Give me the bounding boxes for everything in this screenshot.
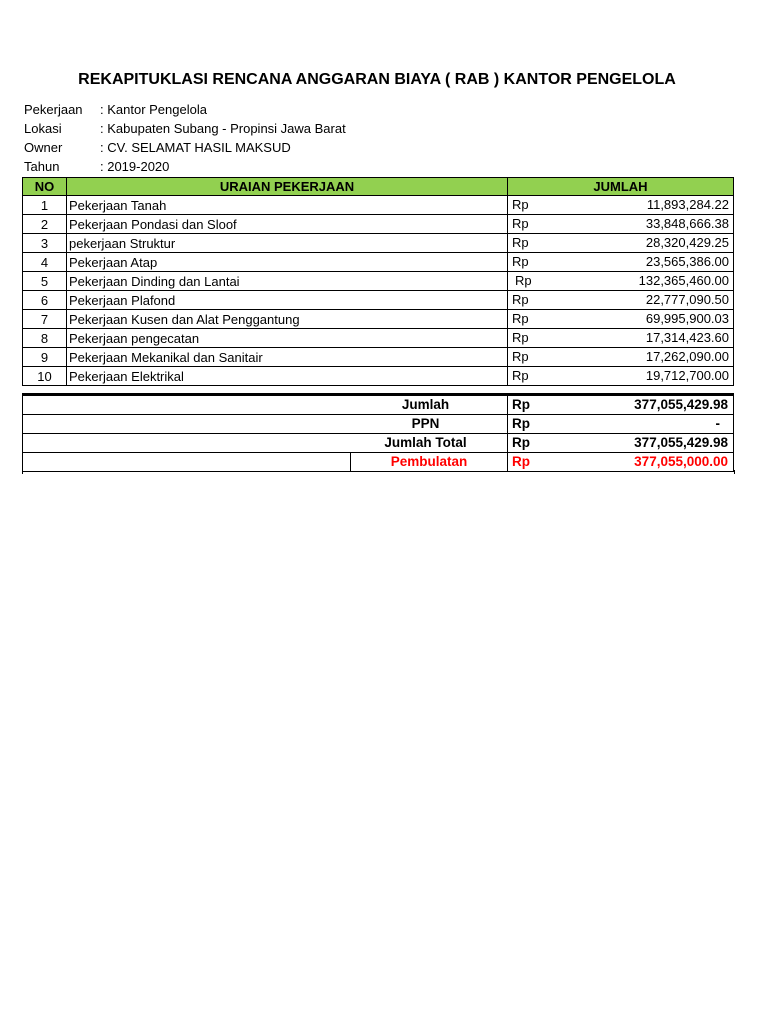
row-no: 2 xyxy=(23,215,67,234)
table-row xyxy=(23,215,734,234)
summary-row-jumlah xyxy=(23,395,734,415)
table-bottom-edge xyxy=(22,470,735,474)
table-header-row xyxy=(23,178,734,196)
meta-label: Lokasi xyxy=(24,121,62,136)
meta-value: : Kabupaten Subang - Propinsi Jawa Barat xyxy=(100,121,346,136)
currency-label: Rp xyxy=(515,273,532,288)
row-amount-cell xyxy=(508,329,734,348)
rab-table xyxy=(22,177,734,386)
currency-label: Rp xyxy=(512,435,531,450)
row-amount-cell xyxy=(508,196,734,215)
row-no: 9 xyxy=(23,348,67,367)
table-row xyxy=(23,272,734,291)
summary-amount: 377,055,429.98 xyxy=(634,397,729,412)
row-no: 6 xyxy=(23,291,67,310)
currency-label: Rp xyxy=(512,397,531,412)
summary-label: Jumlah Total xyxy=(23,434,508,453)
summary-amount: 377,055,000.00 xyxy=(634,454,729,469)
table-row xyxy=(23,367,734,386)
meta-label: Tahun xyxy=(24,159,60,174)
row-amount: 22,777,090.50 xyxy=(645,292,729,307)
header-jumlah: JUMLAH xyxy=(508,178,734,196)
meta-label: Owner xyxy=(24,140,63,155)
document-title: REKAPITUKLASI RENCANA ANGGARAN BIAYA ( RAB ) KANTOR PENGELOLA xyxy=(78,71,676,88)
meta-owner xyxy=(24,138,291,157)
meta-label: Pekerjaan xyxy=(24,102,83,117)
row-amount: 11,893,284.22 xyxy=(646,197,729,212)
currency-label: Rp xyxy=(512,235,529,250)
row-no: 3 xyxy=(23,234,67,253)
row-amount-cell xyxy=(508,291,734,310)
row-amount-cell xyxy=(508,272,734,291)
row-no: 4 xyxy=(23,253,67,272)
summary-row-pembulatan xyxy=(23,453,734,472)
row-desc: Pekerjaan Elektrikal xyxy=(67,367,508,386)
row-amount: 69,995,900.03 xyxy=(645,311,729,326)
row-amount-cell xyxy=(508,234,734,253)
currency-label: Rp xyxy=(512,292,529,307)
row-no: 10 xyxy=(23,367,67,386)
row-amount-cell xyxy=(508,253,734,272)
summary-amount-cell xyxy=(508,415,734,434)
row-desc: Pekerjaan Tanah xyxy=(67,196,508,215)
currency-label: Rp xyxy=(512,349,529,364)
row-amount: 17,314,423.60 xyxy=(645,330,729,345)
currency-label: Rp xyxy=(512,197,529,212)
summary-amount: 377,055,429.98 xyxy=(634,435,729,450)
table-row xyxy=(23,329,734,348)
summary-label: Pembulatan xyxy=(351,453,508,472)
summary-amount: - xyxy=(715,416,721,431)
summary-table xyxy=(22,393,734,472)
summary-row-ppn xyxy=(23,415,734,434)
table-row xyxy=(23,253,734,272)
row-desc: Pekerjaan Mekanikal dan Sanitair xyxy=(67,348,508,367)
summary-label: Jumlah xyxy=(23,395,508,415)
meta-lokasi xyxy=(24,119,346,138)
table-row xyxy=(23,196,734,215)
currency-label: Rp xyxy=(512,416,531,431)
row-amount: 132,365,460.00 xyxy=(638,273,729,288)
summary-amount-cell xyxy=(508,434,734,453)
row-desc: pekerjaan Struktur xyxy=(67,234,508,253)
table-row xyxy=(23,291,734,310)
row-desc: Pekerjaan Kusen dan Alat Penggantung xyxy=(67,310,508,329)
header-no: NO xyxy=(23,178,67,196)
row-amount: 23,565,386.00 xyxy=(645,254,729,269)
currency-label: Rp xyxy=(512,330,529,345)
row-desc: Pekerjaan Atap xyxy=(67,253,508,272)
summary-label: PPN xyxy=(23,415,508,434)
meta-tahun xyxy=(24,157,169,176)
summary-blank-cell xyxy=(23,453,351,472)
currency-label: Rp xyxy=(512,454,531,469)
row-desc: Pekerjaan Pondasi dan Sloof xyxy=(67,215,508,234)
meta-pekerjaan xyxy=(24,100,207,119)
row-no: 8 xyxy=(23,329,67,348)
table-row xyxy=(23,234,734,253)
meta-value: : 2019-2020 xyxy=(100,159,170,174)
row-no: 7 xyxy=(23,310,67,329)
row-amount: 28,320,429.25 xyxy=(645,235,729,250)
row-desc: Pekerjaan Dinding dan Lantai xyxy=(67,272,508,291)
row-desc: Pekerjaan pengecatan xyxy=(67,329,508,348)
row-amount-cell xyxy=(508,215,734,234)
summary-amount-cell xyxy=(508,395,734,415)
summary-amount-cell xyxy=(508,453,734,472)
currency-label: Rp xyxy=(512,368,529,383)
header-uraian: URAIAN PEKERJAAN xyxy=(67,178,508,196)
row-amount: 33,848,666.38 xyxy=(645,216,729,231)
table-row xyxy=(23,310,734,329)
row-no: 5 xyxy=(23,272,67,291)
meta-value: : Kantor Pengelola xyxy=(100,102,207,117)
currency-label: Rp xyxy=(512,254,529,269)
currency-label: Rp xyxy=(512,311,529,326)
row-amount: 17,262,090.00 xyxy=(645,349,729,364)
row-amount-cell xyxy=(508,348,734,367)
row-no: 1 xyxy=(23,196,67,215)
row-desc: Pekerjaan Plafond xyxy=(67,291,508,310)
summary-row-jumlah-total xyxy=(23,434,734,453)
table-row xyxy=(23,348,734,367)
row-amount: 19,712,700.00 xyxy=(645,368,729,383)
row-amount-cell xyxy=(508,367,734,386)
meta-value: : CV. SELAMAT HASIL MAKSUD xyxy=(100,140,291,155)
row-amount-cell xyxy=(508,310,734,329)
currency-label: Rp xyxy=(512,216,529,231)
